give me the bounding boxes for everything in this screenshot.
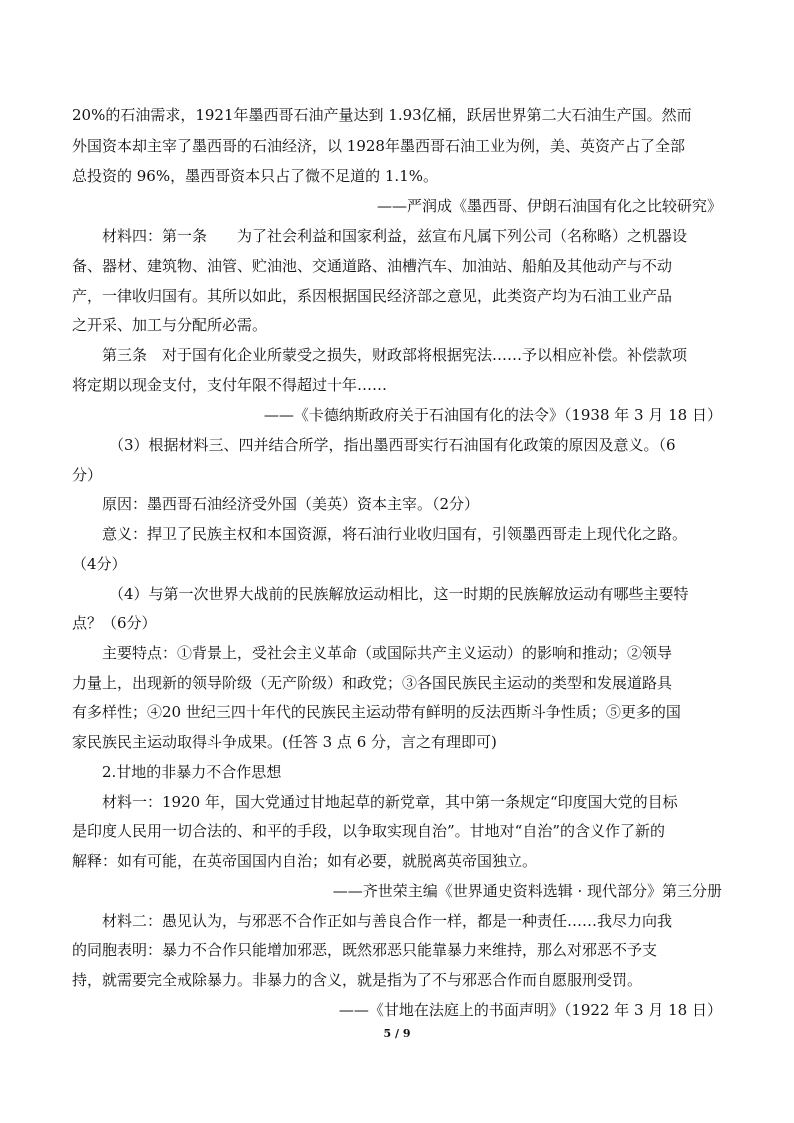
text-line: 材料二：愚见认为，与邪恶不合作正如与善良合作一样，都是一种责任……我尽力向我 — [102, 912, 673, 930]
page-number: 5 / 9 — [383, 1027, 411, 1040]
citation-line: ——严润成《墨西哥、伊朗石油国有化之比较研究》 — [376, 197, 722, 215]
citation-line: ——《甘地在法庭上的书面声明》（1922 年 3 月 18 日） — [338, 1001, 722, 1019]
text-line: 总投资的 96%，墨西哥资本只占了微不足道的 1.1%。 — [72, 167, 438, 185]
text-line: 20%的石油需求，1921年墨西哥石油产量达到 1.93亿桶，跃居世界第二大石油生产国。然而 — [72, 106, 692, 124]
citation-line: ——《卡德纳斯政府关于石油国有化的法令》（1938 年 3 月 18 日） — [263, 406, 722, 424]
citation-line: ——齐世荣主编《世界通史资料选辑 · 现代部分》第三分册 — [332, 882, 722, 900]
text-line: 之开采、加工与分配所必需。 — [72, 316, 268, 334]
question-line: （4）与第一次世界大战前的民族解放运动相比，这一时期的民族解放运动有哪些主要特 — [109, 585, 689, 603]
answer-line: 意义：捍卫了民族主权和本国资源，将石油行业收归国有，引领墨西哥走上现代化之路。 — [102, 525, 688, 543]
text-line: （4分） — [72, 555, 127, 573]
text-line: 外国资本却主宰了墨西哥的石油经济，以 1928年墨西哥石油工业为例，美、英资产占了全部 — [72, 137, 685, 155]
text-line: 解释：如有可能，在英帝国国内自治；如有必要，就脱离英帝国独立。 — [72, 852, 538, 870]
text-line: 力量上，出现新的领导阶级（无产阶级）和政党；③各国民族民主运动的类型和发展道路具 — [72, 674, 673, 692]
text-line: 第三条 对于国有化企业所蒙受之损失，财政部将根据宪法……予以相应补偿。补偿款项 — [102, 346, 688, 364]
text-line: 是印度人民用一切合法的、和平的手段，以争取实现自治”。甘地对“自治”的含义作了新的 — [72, 822, 666, 840]
text-line: 分） — [72, 466, 103, 484]
text-line: 将定期以现金支付，支付年限不得超过十年…… — [72, 376, 388, 394]
text-line: 点？（6分） — [72, 614, 157, 632]
text-line: 的同胞表明：暴力不合作只能增加邪恶，既然邪恶只能靠暴力来维持，那么对邪恶不予支 — [72, 941, 658, 959]
text-line: 有多样性；④20 世纪三四十年代的民族民主运动带有鲜明的反法西斯斗争性质；⑤更多的国 — [72, 703, 681, 721]
text-line: 备、器材、建筑物、油管、贮油池、交通道路、油槽汽车、加油站、船舶及其他动产与不动 — [72, 257, 673, 275]
answer-line: 原因：墨西哥石油经济受外国（美英）资本主宰。（2分） — [102, 495, 480, 513]
section-heading: 2.甘地的非暴力不合作思想 — [102, 763, 282, 781]
text-line: 家民族民主运动取得斗争成果。(任答 3 点 6 分，言之有理即可) — [72, 733, 497, 751]
text-line: 材料四：第一条 为了社会利益和国家利益，兹宣布凡属下列公司（名称略）之机器设 — [102, 227, 688, 245]
question-line: （3）根据材料三、四并结合所学，指出墨西哥实行石油国有化政策的原因及意义。（6 — [109, 436, 676, 454]
text-line: 持，就需要完全戒除暴力。非暴力的含义，就是指为了不与邪恶合作而自愿服刑受罚。 — [72, 971, 643, 989]
answer-line: 主要特点：①背景上，受社会主义革命（或国际共产主义运动）的影响和推动；②领导 — [102, 644, 673, 662]
text-line: 材料一：1920 年，国大党通过甘地起草的新党章，其中第一条规定“印度国大党的目标 — [102, 793, 678, 811]
text-line: 产，一律收归国有。其所以如此，系因根据国民经济部之意见，此类资产均为石油工业产品 — [72, 287, 673, 305]
